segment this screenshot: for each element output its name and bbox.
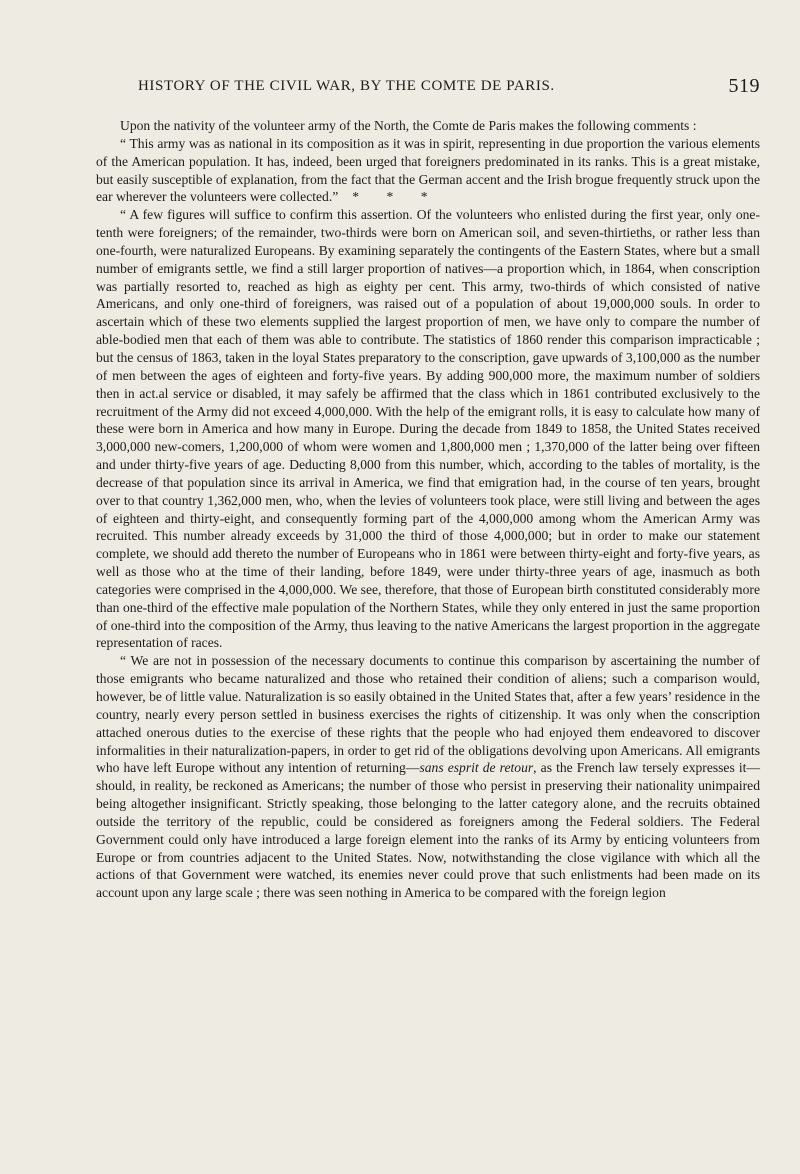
running-title: HISTORY OF THE CIVIL WAR, BY THE COMTE DE PARIS.	[138, 78, 555, 94]
paragraph-quote-2: “ A few figures will suffice to confirm this assertion. Of the volunteers who enlisted during the first year, only one-tenth were foreigners; of the remainder, two-thirds were born on American soil, and seven-thirtieths, or rather less than one-fourth, were naturalized Europeans. By examining separately the contingents of the Eastern States, where but a small number of emigrants settle, we find a still larger proportion of natives—a proportion which, in 1864, when conscription was partially resorted to, reached as high as eighty per cent. This army, two-thirds of which consisted of native Americans, and only one-third of foreigners, was raised out of a population of about 19,000,000 souls. In order to ascertain which of these two elements supplied the largest proportion of men, we have only to compare the number of able-bodied men that each of them was able to contribute. The statistics of 1860 render this comparison impracticable ; but the census of 1863, taken in the loyal States preparatory to the conscription, gave upwards of 3,100,000 as the number of men between the ages of eighteen and forty-five years. By adding 900,000 more, the maximum number of soldiers then in act.al service or disabled, it may safely be affirmed that the class which in 1861 contributed exclusively to the recruitment of the Army did not exceed 4,000,000. With the help of the emigrant rolls, it is easy to calculate how many of these were born in America and how many in Europe. During the decade from 1849 to 1858, the United States received 3,000,000 new-comers, 1,200,000 of whom were women and 1,800,000 men ; 1,370,000 of the latter being over fifteen and under thirty-five years of age. Deducting 8,000 from this number, which, according to the tables of mortality, is the decrease of that population since its arrival in America, we find that emigration had, in the course of ten years, brought over to that country 1,362,000 men, who, when the levies of volunteers took place, were still living and between the ages of eighteen and thirty-eight, and consequently forming part of the 4,000,000 among whom the American Army was recruited. This number already exceeds by 31,000 the third of those 4,000,000; but in order to make our statement complete, we should add thereto the number of Europeans who in 1861 were between thirty-eight and forty-five years, as well as those who at the time of their landing, before 1849, were under thirty-three years of age, inasmuch as both categories were comprised in the 4,000,000. We see, therefore, that those of European birth constituted considerably more than one-third of the effective male population of the Northern States, while they only entered in just the same proportion of one-third into the composition of the Army, thus leaving to the native Americans the largest proportion in the aggregate representation of races.	[96, 207, 760, 651]
running-head	[96, 75, 760, 106]
paragraph-quote-3-part-1: “ We are not in possession of the necessary documents to continue this comparison by ascertaining the number of those emigrants who became naturalized and those who retained their condition of aliens; such a comparison would, however, be of little value. Naturalization is so easily obtained in the United States that, after a few years’ residence in the country, nearly every person settled in business exercises the rights of citizenship. It was only when the conscription attached onerous duties to the exercise of these rights that the people who had enjoyed them endeavored to discover informalities in their naturalization-papers, in order to get rid of the obligations devolving upon Americans. All emigrants who have left Europe without any intention of returning—	[96, 653, 760, 776]
paragraph-quote-3	[96, 652, 760, 902]
paragraph-quote-1-text: “ This army was as national in its composition as it was in spirit, representing in due proportion the various elements of the American population. It has, indeed, been urged that foreigners predominated in its ranks. This is a great mistake, but easily susceptible of explanation, from the fact that the German accent and the Irish brogue frequently struck upon the ear wherever the volunteers were collected.”	[96, 135, 760, 205]
ellipsis-asterisks: * * *	[352, 189, 440, 205]
page-number: 519	[728, 75, 760, 97]
body-text	[96, 117, 760, 902]
paragraph-quote-3-part-2: , as the French law tersely expresses it—should, in reality, be reckoned as Americans; the number of those who persist in preserving their nationality unimpaired being altogether insignificant. Strictly speaking, those belonging to the latter category alone, and the recruits obtained outside the territory of the republic, could be considered as foreigners among the Federal soldiers. The Federal Government could only have introduced a large foreign element into the ranks of its Army by enticing volunteers from Europe or from countries adjacent to the United States. Now, notwithstanding the close vigilance with which all the actions of that Government were watched, its enemies never could prove that such enlistments had been made on its account upon any large scale ; there was seen nothing in America to be compared with the foreign legion	[96, 760, 761, 901]
italic-phrase: sans esprit de retour	[419, 760, 534, 776]
paragraph-quote-1	[96, 135, 760, 206]
paragraph-intro: Upon the nativity of the volunteer army of the North, the Comte de Paris makes the following comments :	[120, 118, 697, 133]
